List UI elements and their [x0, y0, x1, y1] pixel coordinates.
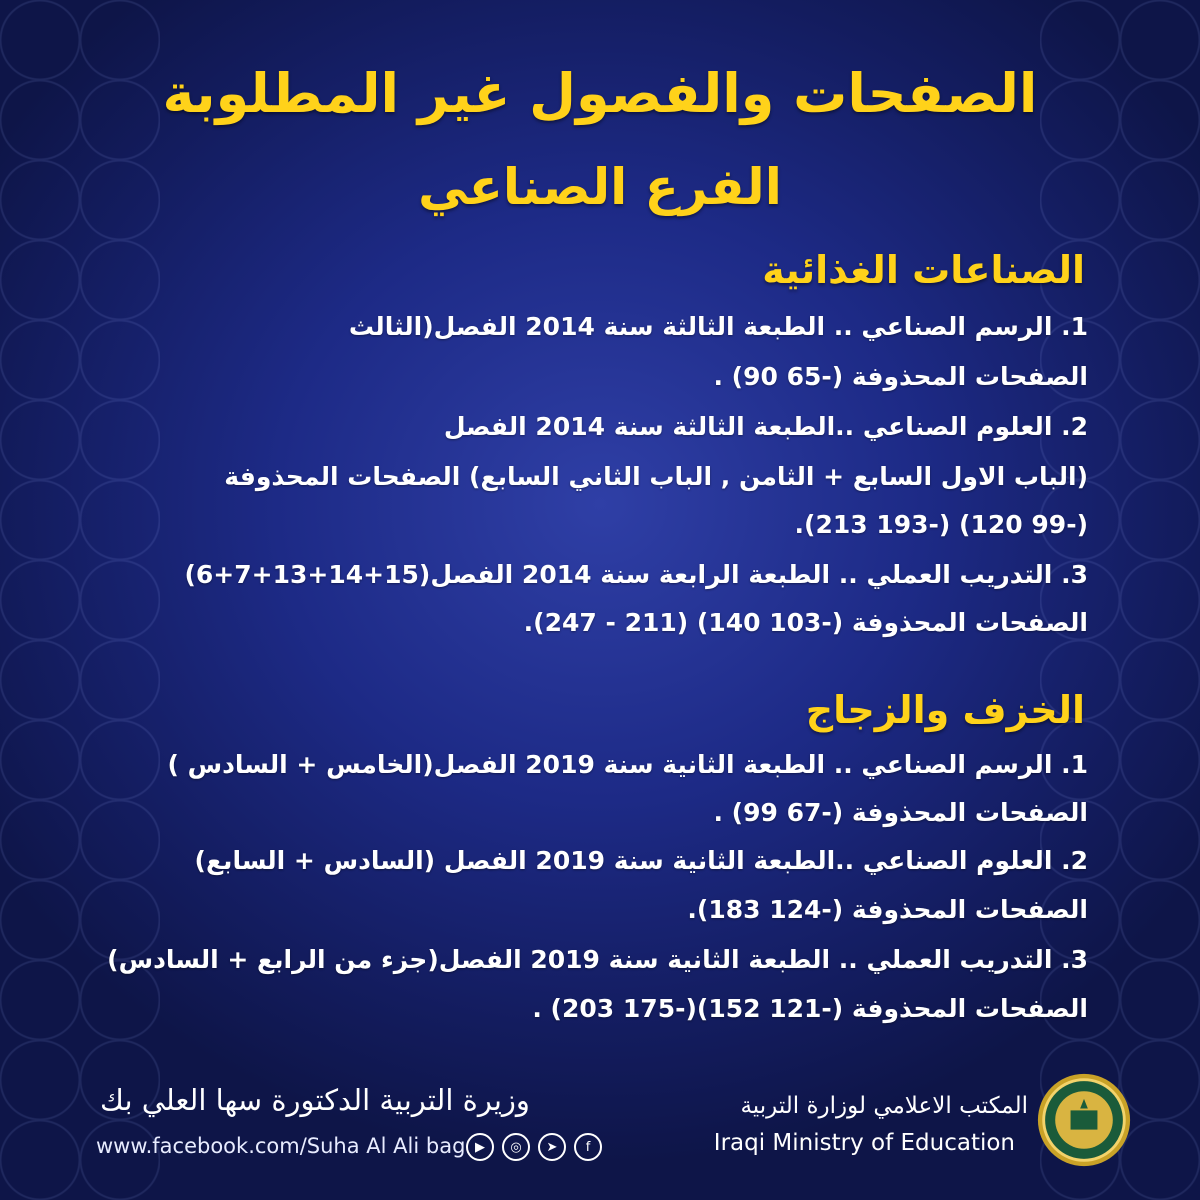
- youtube-icon[interactable]: ▶: [466, 1133, 494, 1161]
- section-line: الصفحات المحذوفة (-103 140) (211 - 247).: [523, 608, 1088, 637]
- media-office-arabic: المكتب الاعلامي لوزارة التربية: [740, 1093, 1028, 1119]
- section-line: (-99 120) (-193 213).: [794, 510, 1088, 539]
- section-line: الصفحات المحذوفة (-121 152)(-175 203) .: [532, 994, 1088, 1023]
- section-line: الصفحات المحذوفة (-124 183).: [687, 895, 1088, 924]
- section-line: (الباب الاول السابع + الثامن , الباب الثاني السابع) الصفحات المحذوفة: [224, 462, 1088, 491]
- main-title: الصفحات والفصول غير المطلوبة: [162, 62, 1038, 125]
- section-line: 3. التدريب العملي .. الطبعة الرابعة سنة 2014 الفصل(15+14+13+7+6): [184, 560, 1088, 589]
- section-line: 2. العلوم الصناعي ..الطبعة الثالثة سنة 2014 الفصل: [443, 412, 1088, 441]
- ministry-seal-icon: [1036, 1072, 1132, 1168]
- section-line: 3. التدريب العملي .. الطبعة الثانية سنة 2019 الفصل(جزء من الرابع + السادس): [107, 945, 1088, 974]
- section-line: 1. الرسم الصناعي .. الطبعة الثانية سنة 2019 الفصل(الخامس + السادس ): [167, 750, 1088, 779]
- sub-title: الفرع الصناعي: [418, 158, 782, 216]
- section-line: 2. العلوم الصناعي ..الطبعة الثانية سنة 2019 الفصل (السادس + السابع): [194, 846, 1088, 875]
- telegram-icon[interactable]: ➤: [538, 1133, 566, 1161]
- globe-icon[interactable]: ◎: [502, 1133, 530, 1161]
- section-line: الصفحات المحذوفة (-67 99) .: [713, 798, 1088, 827]
- facebook-icon[interactable]: f: [574, 1133, 602, 1161]
- section-heading-ceramics-glass: الخزف والزجاج: [805, 688, 1085, 732]
- section-line: الصفحات المحذوفة (-65 90) .: [713, 362, 1088, 391]
- social-icons: [466, 1133, 602, 1161]
- facebook-link[interactable]: www.facebook.com/Suha Al Ali bag: [96, 1134, 466, 1158]
- minister-name: وزيرة التربية الدكتورة سها العلي بك: [100, 1083, 530, 1117]
- section-heading-food-industries: الصناعات الغذائية: [762, 248, 1085, 292]
- section-line: 1. الرسم الصناعي .. الطبعة الثالثة سنة 2014 الفصل(الثالث: [348, 312, 1088, 341]
- media-office-english: Iraqi Ministry of Education: [713, 1130, 1015, 1156]
